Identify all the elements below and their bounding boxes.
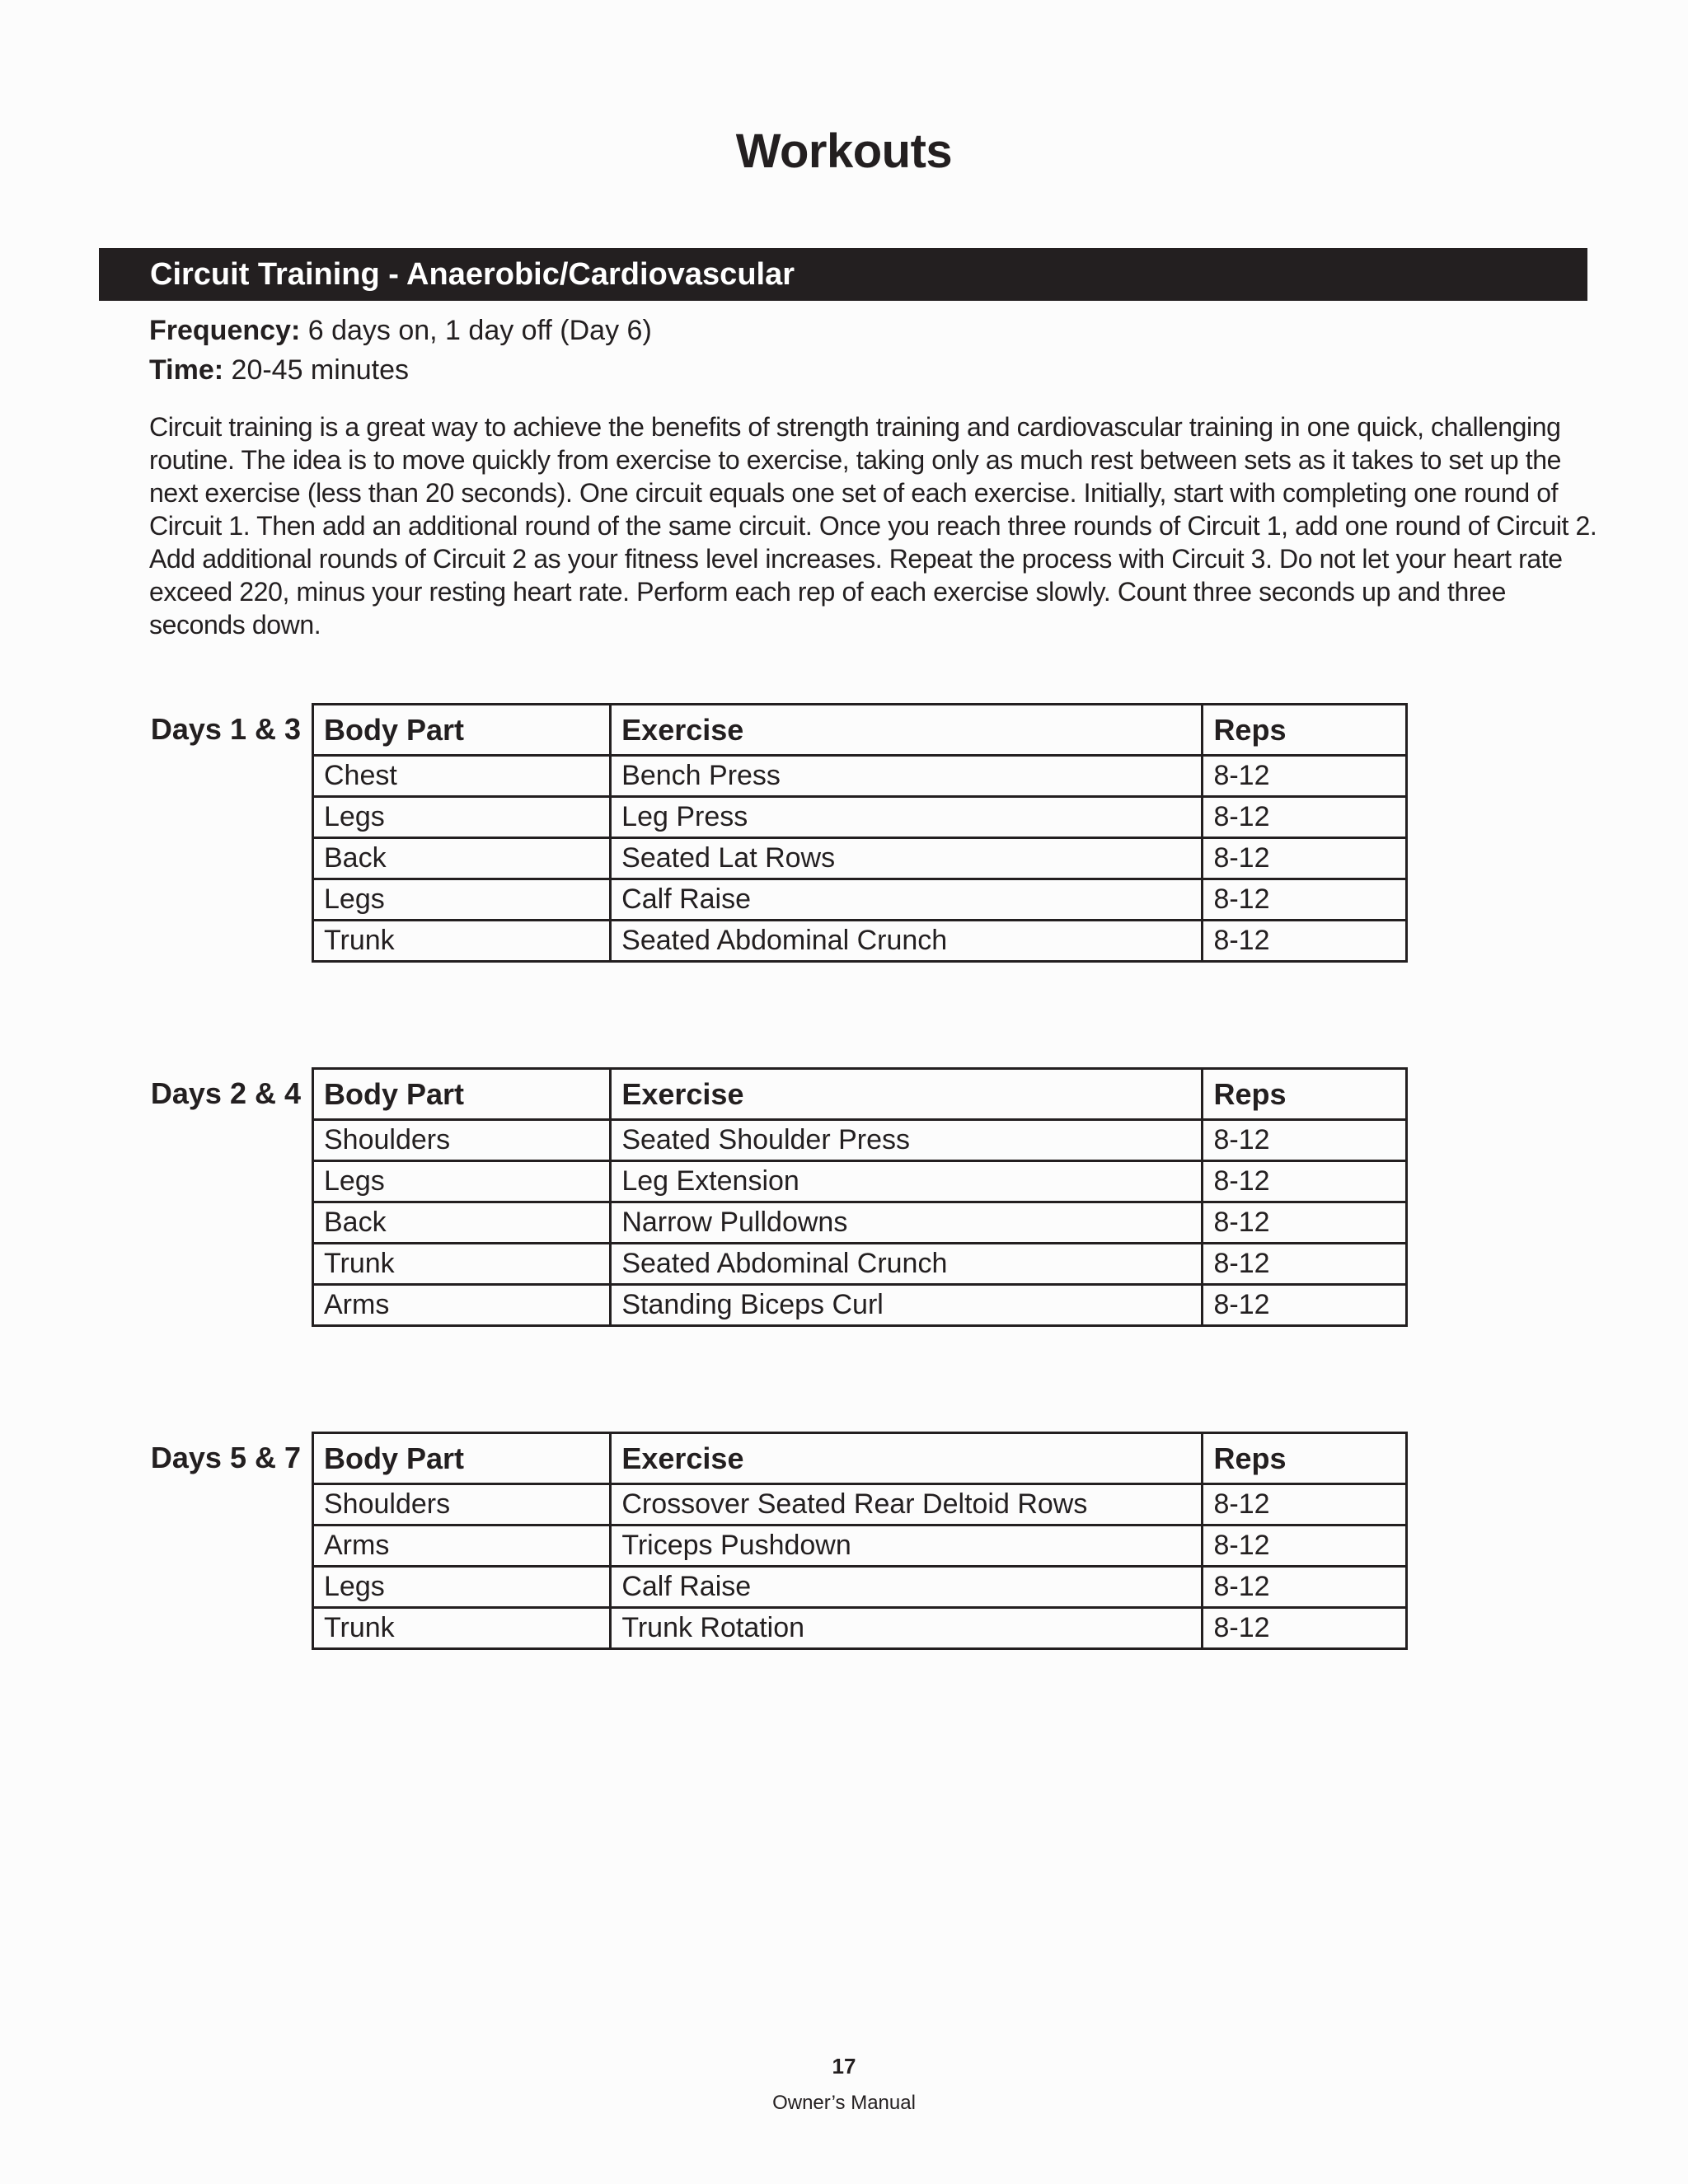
page-number: 17 bbox=[832, 2054, 856, 2079]
frequency-line bbox=[149, 315, 652, 347]
table-header-row bbox=[313, 1069, 1407, 1120]
header-exercise: Exercise bbox=[611, 1069, 1203, 1120]
reps-cell: 8-12 bbox=[1203, 756, 1407, 797]
table-header-row bbox=[313, 1433, 1407, 1484]
header-body-part: Body Part bbox=[313, 705, 611, 756]
workout-table-days-5-7 bbox=[312, 1432, 1408, 1650]
body-part-cell: Trunk bbox=[313, 1608, 611, 1649]
header-body-part: Body Part bbox=[313, 1433, 611, 1484]
reps-cell: 8-12 bbox=[1203, 1285, 1407, 1326]
table-row bbox=[313, 1244, 1407, 1285]
body-part-cell: Legs bbox=[313, 1567, 611, 1608]
exercise-cell: Leg Press bbox=[611, 797, 1203, 838]
body-part-cell: Legs bbox=[313, 797, 611, 838]
exercise-cell: Bench Press bbox=[611, 756, 1203, 797]
workout-table-days-2-4 bbox=[312, 1067, 1408, 1327]
reps-cell: 8-12 bbox=[1203, 1120, 1407, 1161]
time-line bbox=[149, 354, 409, 387]
section-header: Circuit Training - Anaerobic/Cardiovascular bbox=[99, 248, 1587, 301]
body-part-cell: Trunk bbox=[313, 1244, 611, 1285]
table-row bbox=[313, 797, 1407, 838]
reps-cell: 8-12 bbox=[1203, 1608, 1407, 1649]
table-row bbox=[313, 1202, 1407, 1244]
day-label-1-3: Days 1 & 3 bbox=[150, 712, 301, 746]
reps-cell: 8-12 bbox=[1203, 1244, 1407, 1285]
exercise-cell: Seated Abdominal Crunch bbox=[611, 1244, 1203, 1285]
table-row bbox=[313, 838, 1407, 879]
body-part-cell: Back bbox=[313, 838, 611, 879]
header-reps: Reps bbox=[1203, 1069, 1407, 1120]
reps-cell: 8-12 bbox=[1203, 797, 1407, 838]
table-row bbox=[313, 1608, 1407, 1649]
header-exercise: Exercise bbox=[611, 705, 1203, 756]
table-row bbox=[313, 1285, 1407, 1326]
reps-cell: 8-12 bbox=[1203, 921, 1407, 962]
table-row bbox=[313, 879, 1407, 921]
exercise-cell: Seated Abdominal Crunch bbox=[611, 921, 1203, 962]
exercise-cell: Calf Raise bbox=[611, 1567, 1203, 1608]
intro-paragraph: Circuit training is a great way to achieve the benefits of strength training and cardiovascular training in one quick, challenging routine. The idea is to move quickly from exercise to exercise, taking only as much rest between sets as it takes to set up the next exercise (less than 20 seconds). One circuit equals one set of each exercise. Initially, start with completing one round of Circuit 1. Then add an additional round of the same circuit. Once you reach three rounds of Circuit 1, add one round of Circuit 2. Add additional rounds of Circuit 2 as your fitness level increases. Repeat the process with Circuit 3. Do not let your heart rate exceed 220, minus your resting heart rate. Perform each rep of each exercise slowly. Count three seconds up and three seconds down. bbox=[149, 412, 1597, 640]
table-row bbox=[313, 1484, 1407, 1526]
table-row bbox=[313, 1526, 1407, 1567]
table-row bbox=[313, 1567, 1407, 1608]
footer-manual-title: Owner’s Manual bbox=[772, 2092, 916, 2114]
reps-cell: 8-12 bbox=[1203, 1202, 1407, 1244]
exercise-cell: Crossover Seated Rear Deltoid Rows bbox=[611, 1484, 1203, 1526]
time-label: Time: bbox=[149, 354, 224, 386]
exercise-cell: Standing Biceps Curl bbox=[611, 1285, 1203, 1326]
day-label-5-7: Days 5 & 7 bbox=[150, 1441, 301, 1474]
exercise-cell: Seated Shoulder Press bbox=[611, 1120, 1203, 1161]
exercise-cell: Seated Lat Rows bbox=[611, 838, 1203, 879]
header-body-part: Body Part bbox=[313, 1069, 611, 1120]
body-part-cell: Back bbox=[313, 1202, 611, 1244]
workout-table-days-1-3 bbox=[312, 703, 1408, 963]
reps-cell: 8-12 bbox=[1203, 1161, 1407, 1202]
exercise-cell: Narrow Pulldowns bbox=[611, 1202, 1203, 1244]
page-title: Workouts bbox=[735, 124, 953, 178]
table-header-row bbox=[313, 705, 1407, 756]
body-part-cell: Legs bbox=[313, 1161, 611, 1202]
exercise-cell: Trunk Rotation bbox=[611, 1608, 1203, 1649]
body-part-cell: Shoulders bbox=[313, 1120, 611, 1161]
table-row bbox=[313, 1161, 1407, 1202]
body-part-cell: Trunk bbox=[313, 921, 611, 962]
body-part-cell: Arms bbox=[313, 1285, 611, 1326]
body-part-cell: Arms bbox=[313, 1526, 611, 1567]
body-part-cell: Shoulders bbox=[313, 1484, 611, 1526]
frequency-value: 6 days on, 1 day off (Day 6) bbox=[307, 315, 652, 346]
reps-cell: 8-12 bbox=[1203, 838, 1407, 879]
header-reps: Reps bbox=[1203, 1433, 1407, 1484]
body-part-cell: Legs bbox=[313, 879, 611, 921]
header-exercise: Exercise bbox=[611, 1433, 1203, 1484]
day-label-2-4: Days 2 & 4 bbox=[150, 1076, 301, 1110]
exercise-cell: Calf Raise bbox=[611, 879, 1203, 921]
reps-cell: 8-12 bbox=[1203, 1484, 1407, 1526]
reps-cell: 8-12 bbox=[1203, 879, 1407, 921]
body-part-cell: Chest bbox=[313, 756, 611, 797]
reps-cell: 8-12 bbox=[1203, 1526, 1407, 1567]
header-reps: Reps bbox=[1203, 705, 1407, 756]
table-row bbox=[313, 1120, 1407, 1161]
time-value: 20-45 minutes bbox=[231, 354, 409, 386]
table-row bbox=[313, 756, 1407, 797]
table-row bbox=[313, 921, 1407, 962]
reps-cell: 8-12 bbox=[1203, 1567, 1407, 1608]
exercise-cell: Triceps Pushdown bbox=[611, 1526, 1203, 1567]
frequency-label: Frequency: bbox=[149, 315, 301, 346]
exercise-cell: Leg Extension bbox=[611, 1161, 1203, 1202]
